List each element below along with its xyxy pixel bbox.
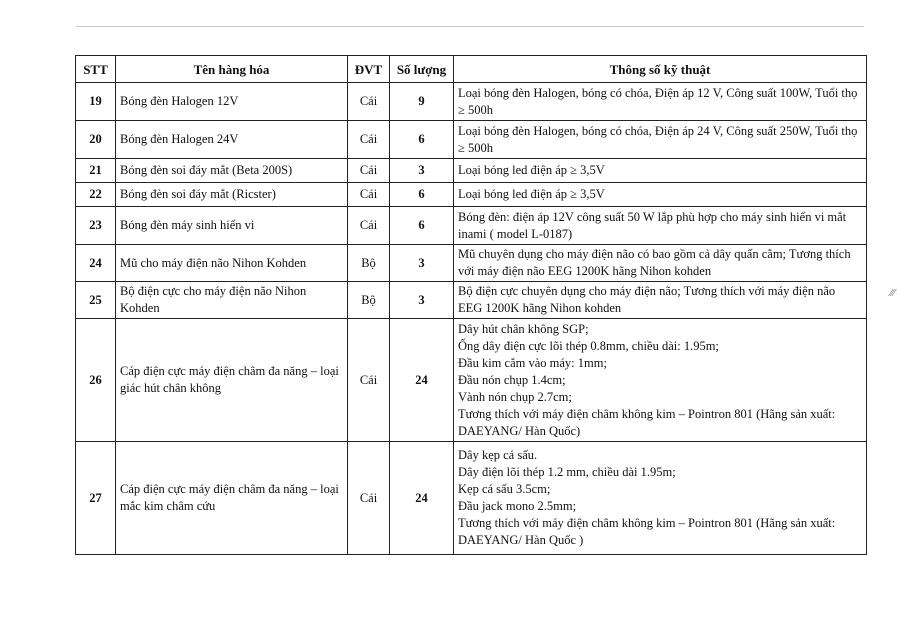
row-unit: Cái [348,442,390,555]
spec-line: Kẹp cá sấu 3.5cm; [458,482,551,496]
row-spec [454,442,867,555]
row-unit: Bộ [348,282,390,319]
table-row [76,121,867,159]
spec-line: Loại bóng đèn Halogen, bóng có chóa, Điện áp 24 V, Công suất 250W, Tuổi thọ ≥ 500h [458,123,858,155]
row-name: Bóng đèn máy sinh hiển vi [116,207,348,245]
row-unit: Bộ [348,245,390,282]
row-unit: Cái [348,159,390,183]
spec-line: Đầu kim cắm vào máy: 1mm; [458,355,607,370]
row-stt: 25 [76,282,116,319]
table-row [76,319,867,442]
row-unit: Cái [348,121,390,159]
table-row [76,159,867,183]
table-row [76,245,867,282]
row-name: Bộ điện cực cho máy điện não Nihon Kohden [116,282,348,319]
row-name: Mũ cho máy điện não Nihon Kohden [116,245,348,282]
spec-line: Bộ điện cực chuyên dụng cho máy điện não; Tương thích với máy điện não EEG 1200K hãng Nihon kohden [458,284,836,315]
row-qty: 3 [390,282,454,319]
margin-stamp-mark: ⁄⁄⁄ [890,288,896,299]
row-stt: 22 [76,183,116,207]
spec-line: Loại bóng led điện áp ≥ 3,5V [458,163,605,177]
row-stt: 23 [76,207,116,245]
row-qty: 6 [390,183,454,207]
row-stt: 21 [76,159,116,183]
row-name: Bóng đèn soi đáy mắt (Ricster) [116,183,348,207]
row-spec [454,245,867,282]
table-row [76,282,867,319]
row-stt: 19 [76,83,116,121]
table-body [76,83,867,555]
spec-line: Dây hút chân không SGP; [458,321,589,336]
spec-line: Mũ chuyên dụng cho máy điện não có bao gồm cả dây quấn cằm; Tương thích với máy điện não EEG 1200K hãng Nihon kohden [458,247,851,278]
table-row [76,83,867,121]
equipment-spec-table [75,55,867,555]
row-qty: 24 [390,319,454,442]
spec-line: Tương thích với máy điện châm không kim – Pointron 801 (Hãng sản xuất: DAEYANG/ Hàn Quốc) [458,406,836,438]
row-name: Bóng đèn Halogen 12V [116,83,348,121]
spec-line: Ống dây điện cực lõi thép 0.8mm, chiều dài: 1.95m; [458,338,719,353]
row-qty: 6 [390,121,454,159]
row-spec [454,159,867,183]
table-row [76,442,867,555]
row-name: Cáp điện cực máy điện châm đa năng – loại mắc kim châm cứu [116,442,348,555]
spec-line: Loại bóng đèn Halogen, bóng có chóa, Điện áp 12 V, Công suất 100W, Tuổi thọ ≥ 500h [458,85,858,117]
spec-line: Dây kẹp cá sấu. [458,448,538,462]
row-spec [454,183,867,207]
row-stt: 26 [76,319,116,442]
row-stt: 24 [76,245,116,282]
header-qty: Số lượng [390,56,454,83]
row-unit: Cái [348,83,390,121]
row-stt: 20 [76,121,116,159]
row-spec [454,121,867,159]
table-row [76,183,867,207]
spec-line: Vành nón chụp 2.7cm; [458,389,572,404]
header-stt: STT [76,56,116,83]
row-spec [454,207,867,245]
row-qty: 9 [390,83,454,121]
row-spec [454,319,867,442]
table-header-row [76,56,867,83]
spec-line: Tương thích với máy điện châm không kim – Pointron 801 (Hãng sản xuất: DAEYANG/ Hàn Quốc ) [458,516,836,547]
row-unit: Cái [348,207,390,245]
row-name: Cáp điện cực máy điện châm đa năng – loại giác hút chân không [116,319,348,442]
row-unit: Cái [348,183,390,207]
row-spec [454,83,867,121]
row-name: Bóng đèn soi đáy mắt (Beta 200S) [116,159,348,183]
spec-line: Bóng đèn: điện áp 12V công suất 50 W lắp phù hợp cho máy sinh hiển vi mắt inami ( model L-0187) [458,209,847,241]
row-qty: 3 [390,159,454,183]
spec-line: Loại bóng led điện áp ≥ 3,5V [458,187,605,201]
header-unit: ĐVT [348,56,390,83]
row-spec [454,282,867,319]
spec-line: Đầu nón chụp 1.4cm; [458,372,566,387]
row-unit: Cái [348,319,390,442]
row-qty: 6 [390,207,454,245]
row-stt: 27 [76,442,116,555]
row-name: Bóng đèn Halogen 24V [116,121,348,159]
header-name: Tên hàng hóa [116,56,348,83]
row-qty: 3 [390,245,454,282]
header-spec: Thông số kỹ thuật [454,56,867,83]
row-qty: 24 [390,442,454,555]
spec-line: Dây điện lõi thép 1.2 mm, chiều dài 1.95m; [458,465,676,479]
spec-line: Đầu jack mono 2.5mm; [458,499,577,513]
table-row [76,207,867,245]
top-rule [76,26,864,27]
